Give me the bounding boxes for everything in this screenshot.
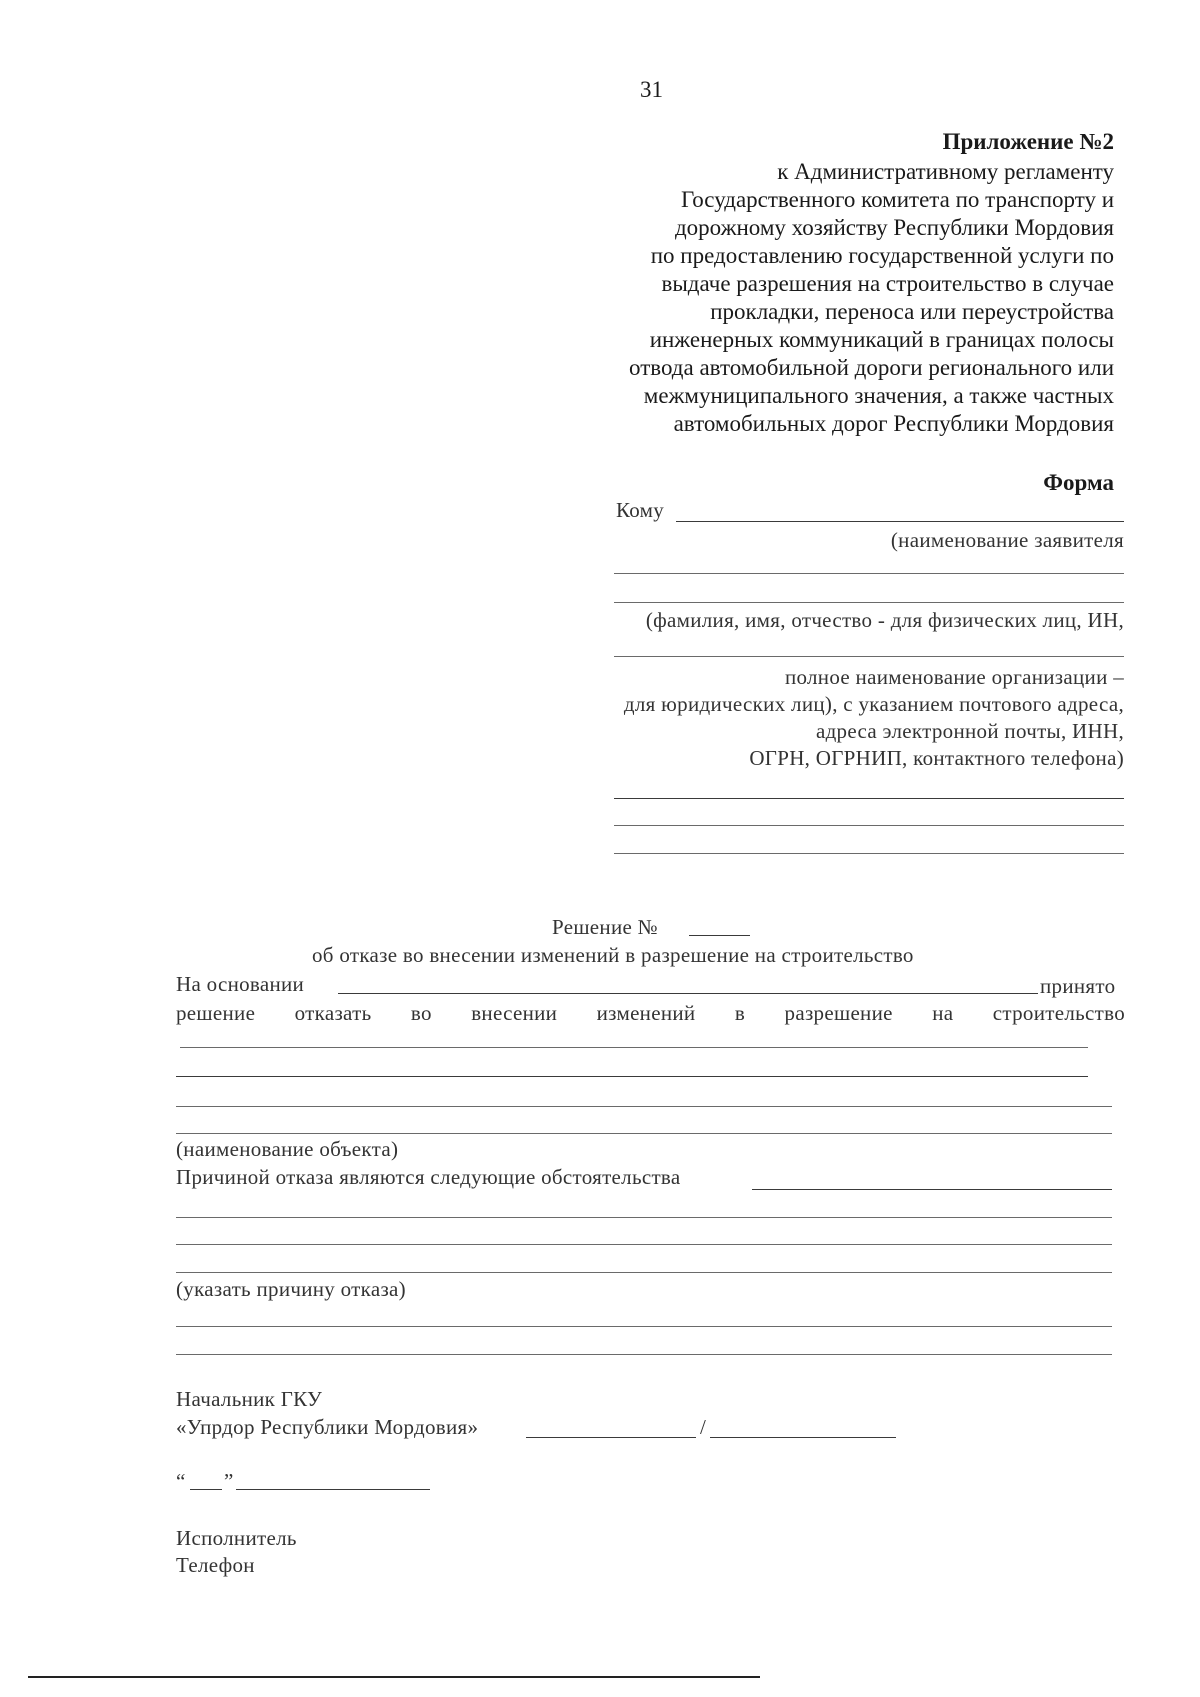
blank-line [176, 1326, 1112, 1327]
appendix-line: прокладки, переноса или переустройства [710, 299, 1114, 324]
object-line [176, 1076, 1088, 1077]
word: во [410, 1001, 432, 1025]
object-line [180, 1047, 1088, 1048]
basis-line [338, 993, 1038, 994]
word: изменений [596, 1001, 696, 1025]
signature-slash: / [700, 1415, 707, 1439]
email-hint: адреса электронной почты, ИНН, [815, 719, 1124, 743]
appendix-header [514, 128, 1114, 438]
appendix-line: Государственного комитета по транспорту и [680, 187, 1114, 212]
appendix-line: автомобильных дорог Республики Мордовия [673, 411, 1114, 436]
appendix-line: к Административному регламенту [777, 159, 1114, 184]
word: строительство [992, 1001, 1125, 1025]
blank-line [614, 656, 1124, 657]
executor-label: Исполнитель [176, 1526, 297, 1550]
accepted-word: принято [1040, 974, 1116, 998]
signature-line [526, 1437, 696, 1438]
org-hint: полное наименование организации – [784, 665, 1124, 689]
reason-label: Причиной отказа являются следующие обстоятельства [176, 1165, 681, 1189]
object-line [176, 1133, 1112, 1134]
to-label: Кому [616, 498, 665, 522]
reason-line [176, 1272, 1112, 1273]
date-open-quote: “ [176, 1469, 186, 1493]
decision-subtitle: об отказе во внесении изменений в разрешение на строительство [312, 943, 914, 967]
bottom-rule [28, 1676, 760, 1678]
appendix-line: по предоставлению государственной услуги по [650, 243, 1114, 268]
decision-statement [176, 1000, 1125, 1026]
blank-line [614, 825, 1124, 826]
blank-line [614, 573, 1124, 574]
date-month-line [236, 1489, 430, 1490]
appendix-line: выдаче разрешения на строительство в случае [661, 271, 1114, 296]
phone-label: Телефон [176, 1553, 255, 1577]
basis-label: На основании [176, 972, 305, 996]
date-close-quote: ” [224, 1469, 234, 1493]
page-number: 31 [640, 77, 663, 102]
decision-title: Решение № [552, 915, 658, 939]
decision-number-line [689, 935, 750, 936]
word: разрешение [784, 1001, 893, 1025]
appendix-line: межмуниципального значения, а также частных [643, 383, 1114, 408]
word: решение [176, 1001, 256, 1025]
word: в [734, 1001, 746, 1025]
appendix-line: инженерных коммуникаций в границах полосы [649, 327, 1114, 352]
word: на [932, 1001, 954, 1025]
legal-hint: для юридических лиц), с указанием почтового адреса, [623, 692, 1124, 716]
form-label: Форма [1043, 470, 1114, 495]
word: внесении [471, 1001, 558, 1025]
blank-line [614, 602, 1124, 603]
blank-line [614, 798, 1124, 799]
reason-hint: (указать причину отказа) [176, 1277, 406, 1301]
reason-line [176, 1217, 1112, 1218]
object-hint: (наименование объекта) [176, 1137, 399, 1161]
object-line [176, 1106, 1112, 1107]
blank-line [614, 853, 1124, 854]
appendix-line: отвода автомобильной дороги регионального или [629, 355, 1114, 380]
reason-line [752, 1189, 1112, 1190]
date-day-line [190, 1489, 222, 1490]
appendix-title: Приложение №2 [942, 129, 1114, 154]
recipient-name-line [676, 521, 1124, 522]
head-organization: «Упрдор Республики Мордовия» [176, 1415, 479, 1439]
person-hint: (фамилия, имя, отчество - для физических лиц, ИН, [645, 608, 1124, 632]
ogrn-hint: ОГРН, ОГРНИП, контактного телефона) [749, 746, 1124, 770]
reason-line [176, 1244, 1112, 1245]
head-title: Начальник ГКУ [176, 1387, 323, 1411]
applicant-hint: (наименование заявителя [890, 528, 1124, 552]
blank-line [176, 1354, 1112, 1355]
appendix-line: дорожному хозяйству Республики Мордовия [674, 215, 1114, 240]
name-line [710, 1437, 896, 1438]
word: отказать [294, 1001, 372, 1025]
